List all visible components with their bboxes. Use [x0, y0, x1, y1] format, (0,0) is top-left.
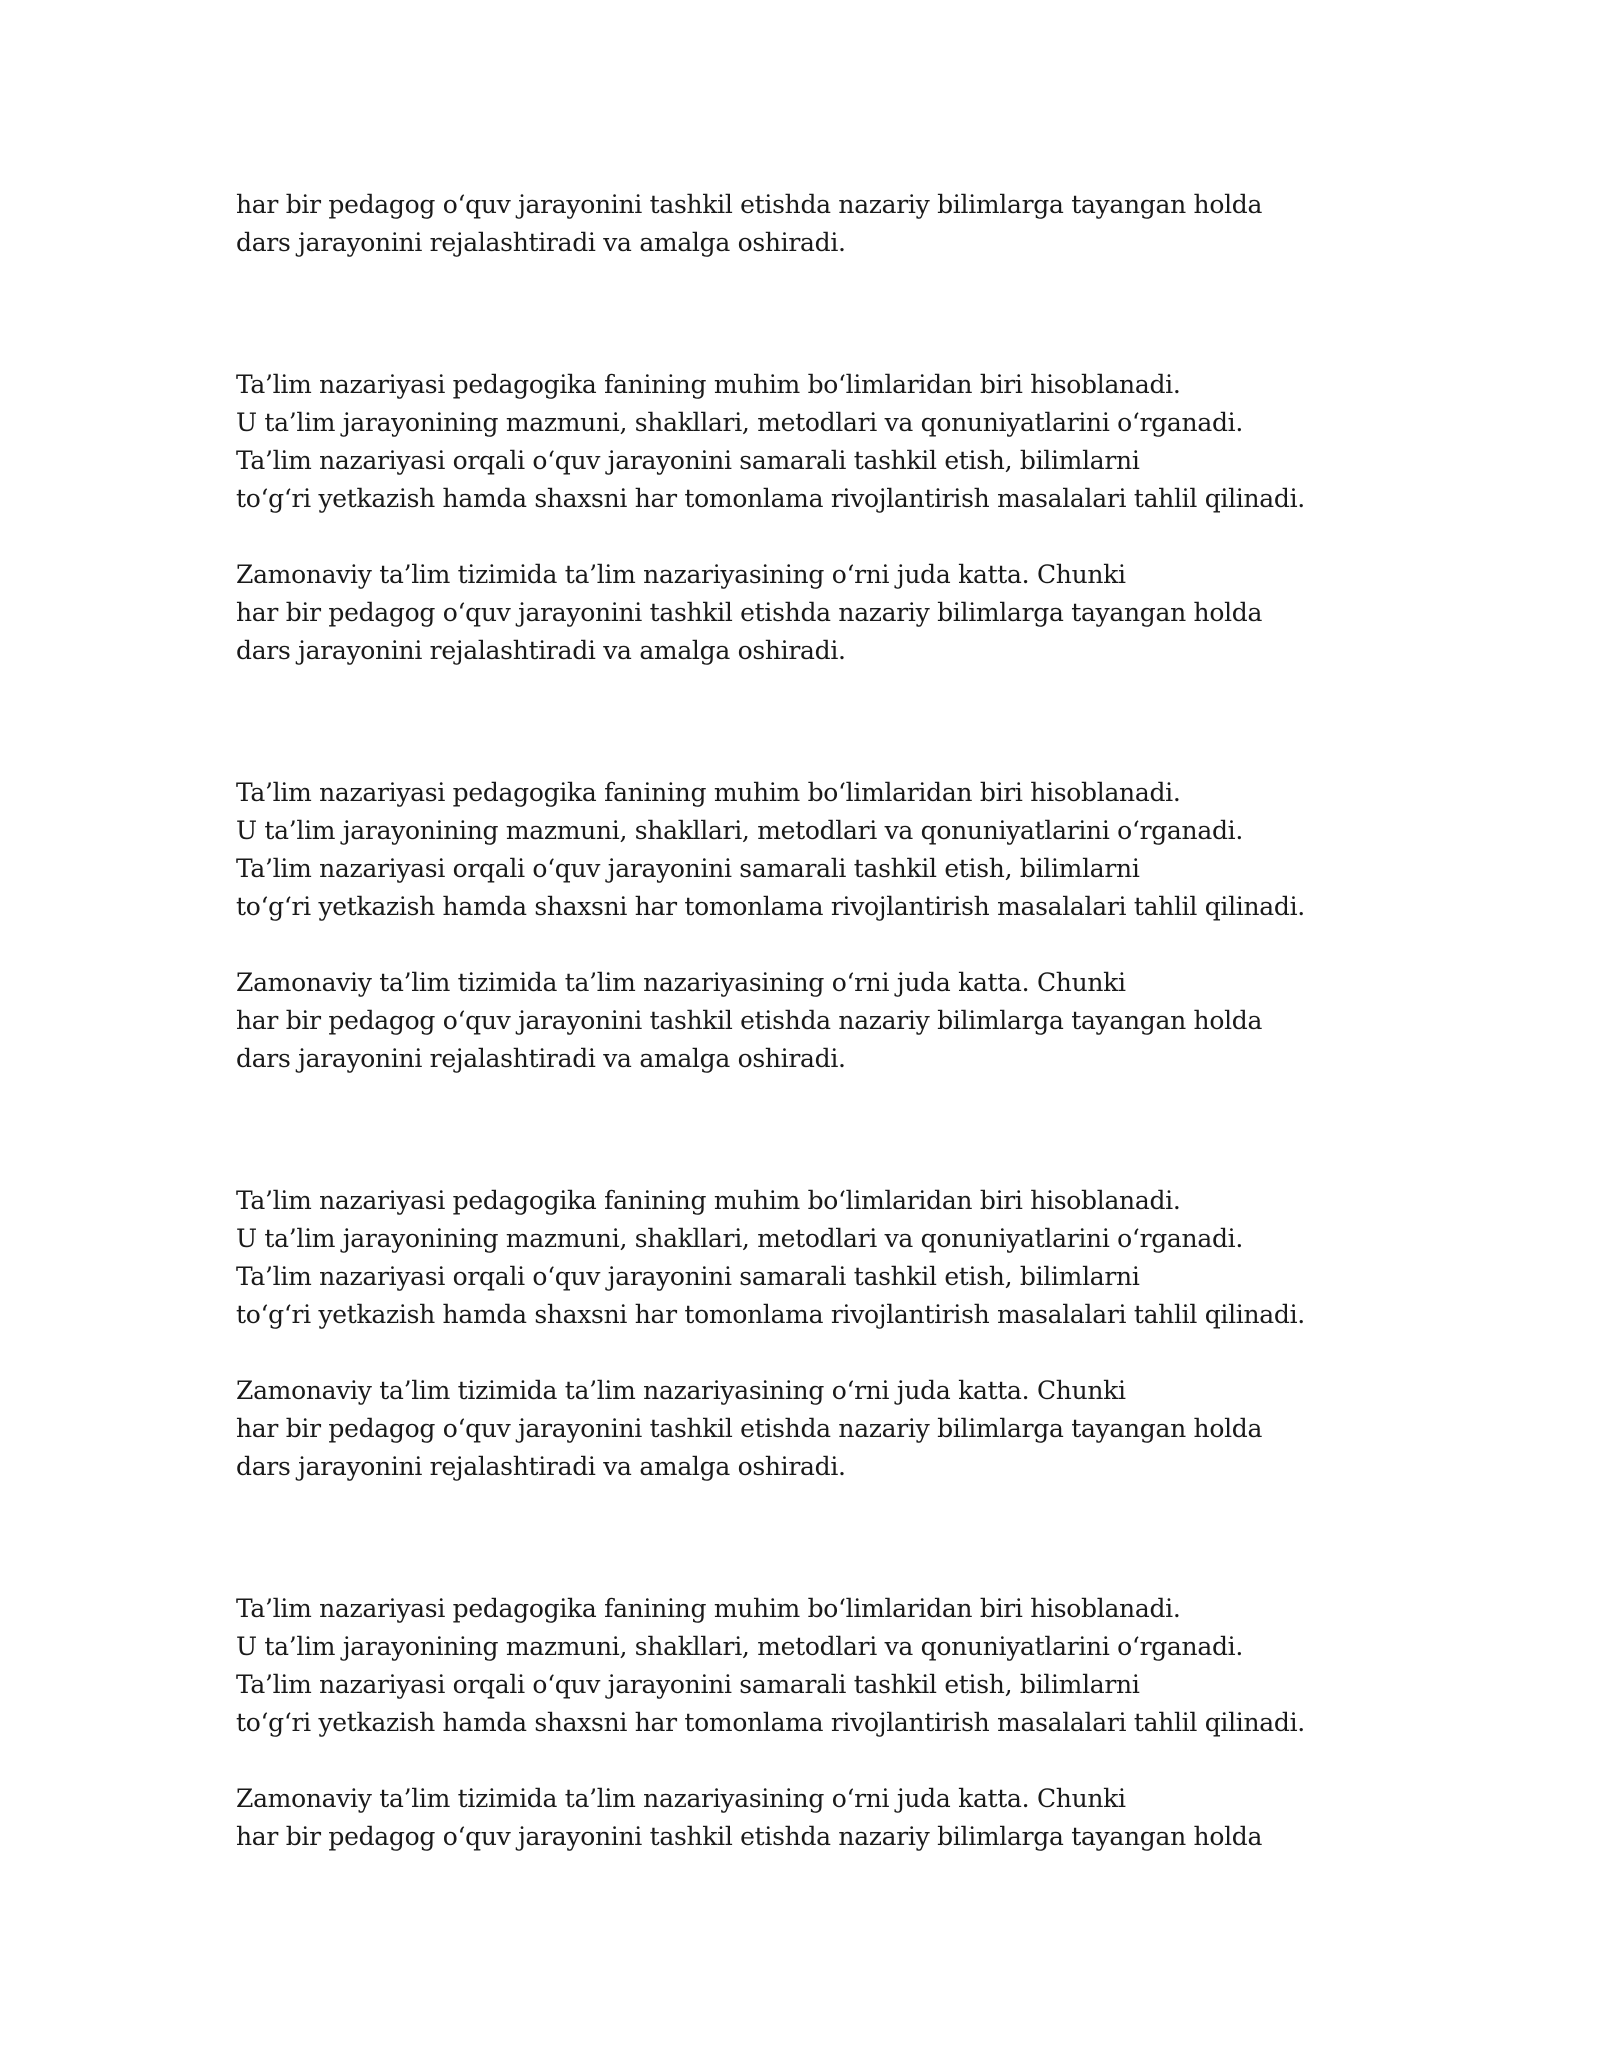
- paragraph-spacer: [236, 518, 1376, 556]
- section-2: [236, 774, 1376, 1078]
- text-line: Ta’lim nazariyasi orqali o‘quv jarayonini samarali tashkil etish, bilimlarni: [236, 446, 1140, 475]
- section-spacer: [236, 1486, 1376, 1590]
- document-body: [236, 186, 1376, 1856]
- section-4: [236, 1590, 1376, 1856]
- text-line: Ta’lim nazariyasi pedagogika fanining muhim bo‘limlaridan biri hisoblanadi.: [236, 370, 1181, 399]
- text-line: U ta’lim jarayonining mazmuni, shakllari, metodlari va qonuniyatlarini o‘rganadi.: [236, 816, 1243, 845]
- paragraph-spacer: [236, 926, 1376, 964]
- text-line: Zamonaviy ta’lim tizimida ta’lim nazariyasining o‘rni juda katta. Chunki: [236, 1376, 1126, 1405]
- text-line: Ta’lim nazariyasi orqali o‘quv jarayonini samarali tashkil etish, bilimlarni: [236, 854, 1140, 883]
- text-line: har bir pedagog o‘quv jarayonini tashkil etishda nazariy bilimlarga tayangan holda: [236, 190, 1263, 219]
- text-line: dars jarayonini rejalashtiradi va amalga oshiradi.: [236, 228, 846, 257]
- section-1: [236, 366, 1376, 670]
- text-line: to‘g‘ri yetkazish hamda shaxsni har tomonlama rivojlantirish masalalari tahlil qilinadi.: [236, 892, 1305, 921]
- paragraph-spacer: [236, 1334, 1376, 1372]
- theory-paragraph: [236, 1182, 1376, 1334]
- text-line: to‘g‘ri yetkazish hamda shaxsni har tomonlama rivojlantirish masalalari tahlil qilinadi.: [236, 1708, 1305, 1737]
- text-line: to‘g‘ri yetkazish hamda shaxsni har tomonlama rivojlantirish masalalari tahlil qilinadi.: [236, 484, 1305, 513]
- modern-paragraph: [236, 1780, 1376, 1856]
- text-line: Zamonaviy ta’lim tizimida ta’lim nazariyasining o‘rni juda katta. Chunki: [236, 560, 1126, 589]
- text-line: Ta’lim nazariyasi pedagogika fanining muhim bo‘limlaridan biri hisoblanadi.: [236, 1186, 1181, 1215]
- text-line: har bir pedagog o‘quv jarayonini tashkil etishda nazariy bilimlarga tayangan holda: [236, 1822, 1263, 1851]
- section-spacer: [236, 670, 1376, 774]
- text-line: dars jarayonini rejalashtiradi va amalga oshiradi.: [236, 1452, 846, 1481]
- text-line: dars jarayonini rejalashtiradi va amalga oshiradi.: [236, 636, 846, 665]
- paragraph-spacer: [236, 1742, 1376, 1780]
- text-line: Ta’lim nazariyasi pedagogika fanining muhim bo‘limlaridan biri hisoblanadi.: [236, 1594, 1181, 1623]
- text-line: U ta’lim jarayonining mazmuni, shakllari, metodlari va qonuniyatlarini o‘rganadi.: [236, 1224, 1243, 1253]
- text-line: har bir pedagog o‘quv jarayonini tashkil etishda nazariy bilimlarga tayangan holda: [236, 1414, 1263, 1443]
- section-spacer: [236, 262, 1376, 366]
- text-line: Ta’lim nazariyasi pedagogika fanining muhim bo‘limlaridan biri hisoblanadi.: [236, 778, 1181, 807]
- modern-paragraph: [236, 1372, 1376, 1486]
- section-spacer: [236, 1078, 1376, 1182]
- theory-paragraph: [236, 1590, 1376, 1742]
- text-line: Ta’lim nazariyasi orqali o‘quv jarayonini samarali tashkil etish, bilimlarni: [236, 1262, 1140, 1291]
- text-line: har bir pedagog o‘quv jarayonini tashkil etishda nazariy bilimlarga tayangan holda: [236, 1006, 1263, 1035]
- text-line: Zamonaviy ta’lim tizimida ta’lim nazariyasining o‘rni juda katta. Chunki: [236, 968, 1126, 997]
- text-line: dars jarayonini rejalashtiradi va amalga oshiradi.: [236, 1044, 846, 1073]
- text-line: Zamonaviy ta’lim tizimida ta’lim nazariyasining o‘rni juda katta. Chunki: [236, 1784, 1126, 1813]
- modern-paragraph: [236, 964, 1376, 1078]
- text-line: har bir pedagog o‘quv jarayonini tashkil etishda nazariy bilimlarga tayangan holda: [236, 598, 1263, 627]
- theory-paragraph: [236, 774, 1376, 926]
- text-line: Ta’lim nazariyasi orqali o‘quv jarayonini samarali tashkil etish, bilimlarni: [236, 1670, 1140, 1699]
- theory-paragraph: [236, 366, 1376, 518]
- text-line: U ta’lim jarayonining mazmuni, shakllari, metodlari va qonuniyatlarini o‘rganadi.: [236, 1632, 1243, 1661]
- opening-fragment: [236, 186, 1376, 262]
- text-line: to‘g‘ri yetkazish hamda shaxsni har tomonlama rivojlantirish masalalari tahlil qilinadi.: [236, 1300, 1305, 1329]
- section-3: [236, 1182, 1376, 1486]
- text-line: U ta’lim jarayonining mazmuni, shakllari, metodlari va qonuniyatlarini o‘rganadi.: [236, 408, 1243, 437]
- modern-paragraph: [236, 556, 1376, 670]
